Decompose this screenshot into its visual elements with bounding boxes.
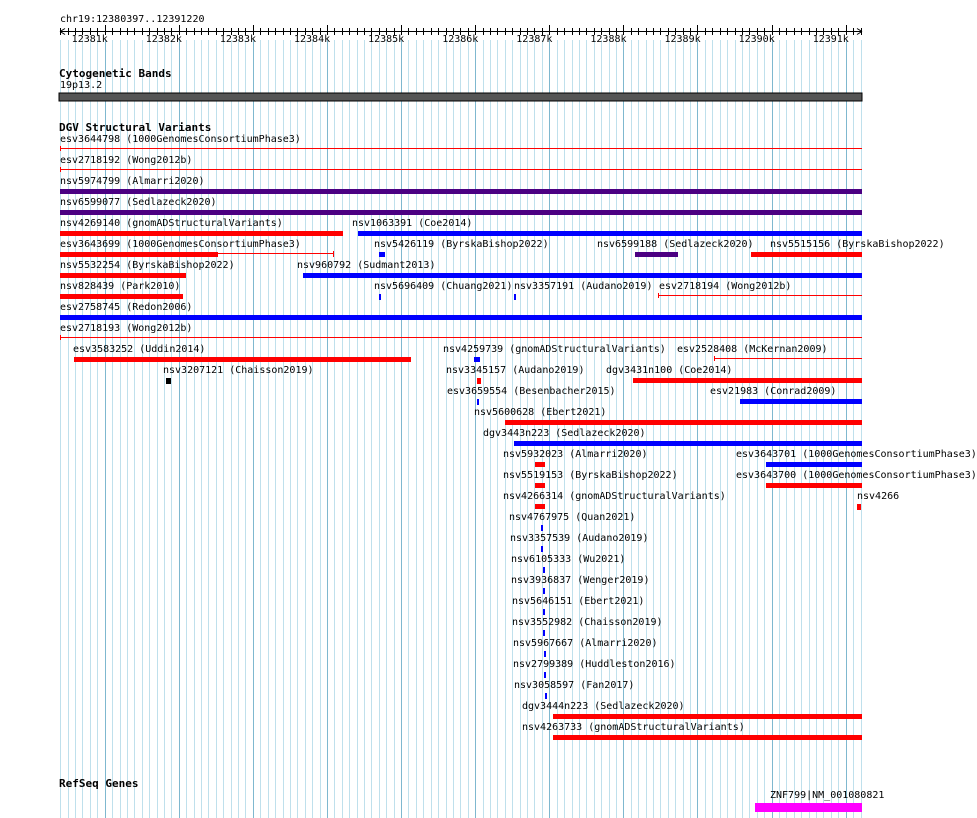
variant-label[interactable]: dgv3443n223 (Sedlazeck2020) xyxy=(483,428,646,439)
variant-label[interactable]: esv3643701 (1000GenomesConsortiumPhase3) xyxy=(736,449,977,460)
variant-label[interactable]: nsv5532254 (ByrskaBishop2022) xyxy=(60,260,235,271)
ruler-tick-label: 12383k xyxy=(219,34,256,45)
variant-label[interactable]: esv3643700 (1000GenomesConsortiumPhase3) xyxy=(736,470,977,481)
variant-label[interactable]: nsv5515156 (ByrskaBishop2022) xyxy=(770,239,945,250)
dgv-track-title: DGV Structural Variants xyxy=(59,121,212,134)
ruler-tick-label: 12382k xyxy=(145,34,182,45)
variant-bar xyxy=(477,378,481,384)
variant-bar xyxy=(303,273,862,278)
variant-label[interactable]: dgv3431n100 (Coe2014) xyxy=(606,365,733,376)
variant-label[interactable]: nsv6105333 (Wu2021) xyxy=(511,554,626,565)
variant-label[interactable]: nsv6599077 (Sedlazeck2020) xyxy=(60,197,217,208)
refseq-track-title: RefSeq Genes xyxy=(59,777,139,790)
variant-bar xyxy=(379,252,385,257)
variant-bar xyxy=(505,420,862,425)
ruler-tick-label: 12384k xyxy=(293,34,331,45)
cytoband-label: 19p13.2 xyxy=(60,80,103,91)
variant-label[interactable]: esv3644798 (1000GenomesConsortiumPhase3) xyxy=(60,134,301,145)
variant-bar xyxy=(514,441,862,446)
variant-bar xyxy=(766,483,862,488)
variant-label[interactable]: nsv3357191 (Audano2019) xyxy=(514,281,653,292)
variant-bar xyxy=(857,504,861,510)
variant-label[interactable]: nsv3357539 (Audano2019) xyxy=(510,533,649,544)
variant-label[interactable]: esv2758745 (Redon2006) xyxy=(60,302,193,313)
variant-label[interactable]: esv2718194 (Wong2012b) xyxy=(659,281,792,292)
variant-label[interactable]: nsv3345157 (Audano2019) xyxy=(446,365,585,376)
variant-bar xyxy=(766,462,862,467)
variant-bar xyxy=(474,357,480,362)
variant-label[interactable]: nsv5967667 (Almarri2020) xyxy=(513,638,658,649)
variant-bar xyxy=(60,294,183,299)
variant-label[interactable]: esv3659554 (Besenbacher2015) xyxy=(447,386,616,397)
variant-label[interactable]: esv2528408 (McKernan2009) xyxy=(677,344,828,355)
variant-label[interactable]: esv2718193 (Wong2012b) xyxy=(60,323,193,334)
variant-bar xyxy=(379,294,381,300)
variant-bar xyxy=(541,546,543,552)
variant-bar xyxy=(543,588,545,594)
ruler-tick-label: 12387k xyxy=(516,34,553,45)
variant-label[interactable]: esv21983 (Conrad2009) xyxy=(710,386,837,397)
variant-label[interactable]: nsv5646151 (Ebert2021) xyxy=(512,596,645,607)
variant-bar xyxy=(358,231,862,236)
variant-label[interactable]: nsv3058597 (Fan2017) xyxy=(514,680,635,691)
variant-bar xyxy=(74,357,411,362)
ruler-tick-label: 12381k xyxy=(71,34,108,45)
ruler-tick-label: 12391k xyxy=(812,34,849,45)
variant-bar xyxy=(541,525,543,531)
variant-label[interactable]: nsv3936837 (Wenger2019) xyxy=(511,575,650,586)
variant-bar xyxy=(166,378,171,384)
variant-label[interactable]: esv3643699 (1000GenomesConsortiumPhase3) xyxy=(60,239,301,250)
variant-bar xyxy=(60,189,862,194)
variant-label[interactable]: esv3583252 (Uddin2014) xyxy=(73,344,206,355)
variant-bar xyxy=(545,693,547,699)
variant-label[interactable]: nsv5974799 (Almarri2020) xyxy=(60,176,205,187)
variant-bar xyxy=(543,630,545,636)
variant-label[interactable]: nsv3552982 (Chaisson2019) xyxy=(512,617,663,628)
variant-bar xyxy=(60,315,862,320)
ruler-tick-label: 12386k xyxy=(442,34,479,45)
variant-bar xyxy=(60,231,343,236)
variant-label[interactable]: nsv4767975 (Quan2021) xyxy=(509,512,636,523)
gene-label[interactable]: ZNF799|NM_001080821 xyxy=(770,790,885,801)
variant-bar xyxy=(60,273,186,278)
variant-bar xyxy=(477,399,479,405)
variant-label[interactable]: nsv6599188 (Sedlazeck2020) xyxy=(597,239,754,250)
variant-bar xyxy=(633,378,862,383)
variant-label[interactable]: nsv4266 xyxy=(857,491,900,502)
variant-label[interactable]: nsv3207121 (Chaisson2019) xyxy=(163,365,314,376)
variant-label[interactable]: nsv960792 (Sudmant2013) xyxy=(297,260,436,271)
cytoband-track-title: Cytogenetic Bands xyxy=(59,67,172,80)
variant-label[interactable]: nsv5519153 (ByrskaBishop2022) xyxy=(503,470,678,481)
variant-bar xyxy=(553,714,862,719)
variant-bar xyxy=(740,399,862,404)
variant-bar xyxy=(553,735,862,740)
variant-label[interactable]: dgv3444n223 (Sedlazeck2020) xyxy=(522,701,685,712)
gene-bar xyxy=(755,803,862,812)
cytoband-bar xyxy=(59,93,862,101)
variant-bar xyxy=(535,462,545,467)
locus-label: chr19:12380397..12391220 xyxy=(60,14,205,25)
variant-bar xyxy=(635,252,678,257)
variant-bar xyxy=(544,672,546,678)
variant-label[interactable]: nsv4263733 (gnomADStructuralVariants) xyxy=(522,722,745,733)
variant-bar xyxy=(751,252,862,257)
ruler-tick-label: 12388k xyxy=(590,34,627,45)
variant-bar xyxy=(514,294,516,300)
variant-bar xyxy=(60,210,862,215)
variant-label[interactable]: nsv2799389 (Huddleston2016) xyxy=(513,659,676,670)
variant-label[interactable]: nsv5600628 (Ebert2021) xyxy=(474,407,607,418)
variant-bar xyxy=(60,252,218,257)
variant-label[interactable]: nsv5426119 (ByrskaBishop2022) xyxy=(374,239,549,250)
variant-label[interactable]: nsv828439 (Park2010) xyxy=(60,281,181,292)
variant-label[interactable]: nsv4269140 (gnomADStructuralVariants) xyxy=(60,218,283,229)
variant-label[interactable]: nsv4259739 (gnomADStructuralVariants) xyxy=(443,344,666,355)
variant-label[interactable]: nsv1063391 (Coe2014) xyxy=(352,218,473,229)
variant-label[interactable]: nsv5932023 (Almarri2020) xyxy=(503,449,648,460)
variant-bar xyxy=(543,567,545,573)
ruler-tick-label: 12389k xyxy=(664,34,701,45)
variant-bar xyxy=(543,609,545,615)
ruler-tick-label: 12390k xyxy=(738,34,775,45)
variant-bar xyxy=(535,504,545,509)
variant-bar xyxy=(544,651,546,657)
variant-label[interactable]: nsv4266314 (gnomADStructuralVariants) xyxy=(503,491,726,502)
variant-bar xyxy=(535,483,545,488)
variant-label[interactable]: nsv5696409 (Chuang2021) xyxy=(374,281,513,292)
variant-label[interactable]: esv2718192 (Wong2012b) xyxy=(60,155,193,166)
ruler-tick-label: 12385k xyxy=(368,34,405,45)
